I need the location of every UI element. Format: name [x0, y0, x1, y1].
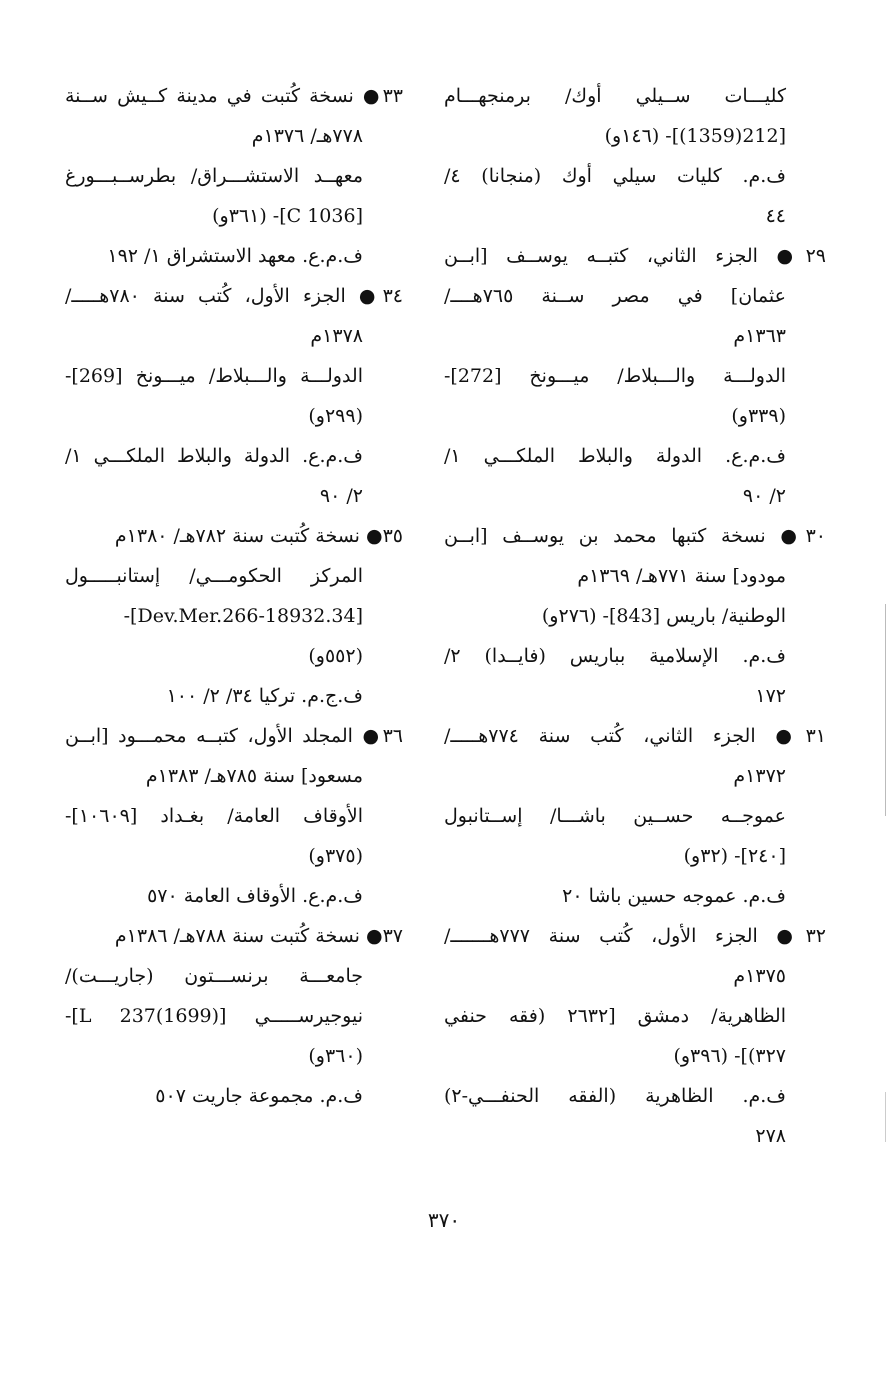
entry-text-line: ١٣٦٣م	[733, 325, 786, 347]
left-column	[65, 76, 403, 1116]
right-column	[444, 76, 826, 1156]
entry-text-line: ٢/ ٩٠	[319, 485, 363, 507]
catalog-entry	[444, 1076, 786, 1156]
catalog-entry	[444, 636, 786, 716]
catalog-entry	[444, 236, 826, 356]
catalog-entry	[65, 516, 403, 556]
entry-text-line: الأوقاف العامة/ بغـداد [١٠٦٠٩]-	[65, 805, 363, 827]
scan-edge-mark	[885, 1092, 886, 1142]
catalog-entry	[65, 436, 363, 516]
catalog-entry	[444, 716, 826, 796]
catalog-entry	[444, 916, 826, 996]
entry-heading-line: ٣٦● المجلد الأول، كتبــه محمـــود [ابــن	[65, 725, 403, 747]
entry-text-line: معهــد الاستشـــراق/ بطرســبـــورغ	[65, 165, 363, 187]
entry-text-line: [34.Dev.Mer.266-18932]-	[123, 605, 363, 627]
entry-text-line: (٢٩٩و)	[308, 405, 363, 427]
catalog-entry	[444, 996, 786, 1076]
catalog-entry	[444, 796, 786, 876]
catalog-entry	[65, 356, 363, 436]
entry-heading-line: ٣٤● الجزء الأول، كُتب سنة ٧٨٠هـــــ/	[65, 285, 403, 307]
entry-heading-line: ٢٩● الجزء الثاني، كتبــه يوســف [ابــن	[444, 245, 826, 267]
catalog-entry	[444, 356, 786, 436]
catalog-entry	[65, 876, 363, 916]
entry-text-line: ١٣٧٨م	[310, 325, 363, 347]
entry-heading-line: ٣٠● نسخة كتبها محمد بن يوســف [ابــن	[444, 525, 826, 547]
entry-text-line: ف.م.ع. معهد الاستشراق ١/ ١٩٢	[107, 245, 363, 267]
entry-text-line: [212(1359)]- (١٤٦و)	[604, 125, 786, 147]
entry-text-line: (٣٦٠و)	[308, 1045, 363, 1067]
entry-text-line: (٣٣٩و)	[731, 405, 786, 427]
entry-text-line: الوطنية/ باريس [843]- (٢٧٦و)	[541, 605, 786, 627]
catalog-entry	[65, 716, 403, 796]
entry-text-line: [٢٤٠]- (٣٢و)	[683, 845, 786, 867]
catalog-entry	[65, 276, 403, 356]
entry-text-line: ف.ج.م. تركيا ٣٤/ ٢/ ١٠٠	[166, 685, 363, 707]
entry-text-line: نيوجيرســـــي [L 237(1699)]-	[65, 1005, 363, 1027]
entry-text-line: ١٣٧٢م	[733, 765, 786, 787]
entry-text-line: المركز الحكومـــي/ إستانبـــــول	[65, 565, 363, 587]
entry-heading-line: ٣٧● نسخة كُتبت سنة ٧٨٨هـ/ ١٣٨٦م	[114, 925, 403, 947]
catalog-entry	[444, 156, 786, 236]
catalog-entry	[444, 516, 826, 596]
entry-text-line: (٥٥٢و)	[308, 645, 363, 667]
catalog-entry	[65, 76, 403, 156]
entry-text-line: مودود] سنة ٧٧١هـ/ ١٣٦٩م	[577, 565, 786, 587]
entry-heading-line: ٣١● الجزء الثاني، كُتب سنة ٧٧٤هـــــ/	[444, 725, 826, 747]
entry-text-line: ٣٢٧)]- (٣٩٦و)	[673, 1045, 786, 1067]
entry-text-line: ٤٤	[765, 205, 786, 227]
entry-heading-line: ٣٣● نسخة كُتبت في مدينة كــيش ســنة	[65, 85, 403, 107]
entry-text-line: ف.م. الإسلامية بباريس (فايــدا) ٢/	[444, 645, 786, 667]
page-number: ٣٧٠	[427, 1208, 461, 1232]
entry-text-line: جامعـــة برنســـتون (جاريـــت)/	[65, 965, 363, 987]
entry-text-line: عثمان] في مصر ســنة ٧٦٥هــــ/	[444, 285, 786, 307]
entry-text-line: الدولـــة والـــبلاط/ ميـــونخ [272]-	[444, 365, 786, 387]
catalog-entry	[65, 676, 363, 716]
catalog-entry	[65, 796, 363, 876]
entry-text-line: ٧٧٨هـ/ ١٣٧٦م	[251, 125, 363, 147]
scan-edge-mark	[885, 604, 886, 816]
catalog-entry	[65, 1076, 363, 1116]
entry-text-line: ف.م.ع. الأوقاف العامة ٥٧٠	[147, 885, 363, 907]
catalog-entry	[65, 916, 403, 956]
entry-text-line: ١٧٢	[755, 685, 786, 707]
catalog-entry	[444, 76, 786, 156]
entry-text-line: ١٣٧٥م	[733, 965, 786, 987]
catalog-entry	[65, 156, 363, 236]
entry-text-line: مسعود] سنة ٧٨٥هـ/ ١٣٨٣م	[145, 765, 363, 787]
catalog-entry	[65, 956, 363, 1076]
entry-text-line: ف.م. كليات سيلي أوك (منجانا) ٤/	[444, 165, 786, 187]
catalog-entry	[444, 436, 786, 516]
entry-text-line: ف.م. مجموعة جاريت ٥٠٧	[155, 1085, 363, 1107]
entry-text-line: كليـــات ســيلي أوك/ برمنجهـــام	[444, 85, 786, 107]
entry-heading-line: ٣٢● الجزء الأول، كُتب سنة ٧٧٧هـــــــ/	[444, 925, 826, 947]
entry-heading-line: ٣٥● نسخة كُتبت سنة ٧٨٢هـ/ ١٣٨٠م	[114, 525, 403, 547]
entry-text-line: ٢٧٨	[755, 1125, 786, 1147]
entry-text-line: ف.م.ع. الدولة والبلاط الملكـــي ١/	[444, 445, 786, 467]
entry-text-line: ف.م. الظاهرية (الفقه الحنفـــي-٢)	[444, 1085, 786, 1107]
entry-text-line: الدولـــة والـــبلاط/ ميـــونخ [269]-	[65, 365, 363, 387]
entry-text-line: ف.م.ع. الدولة والبلاط الملكـــي ١/	[65, 445, 363, 467]
catalog-entry	[444, 596, 786, 636]
catalog-entry	[444, 876, 786, 916]
entry-text-line: (٣٧٥و)	[308, 845, 363, 867]
catalog-entry	[65, 236, 363, 276]
entry-text-line: ف.م. عموجه حسين باشا ٢٠	[562, 885, 786, 907]
entry-text-line: [C 1036]- (٣٦١و)	[212, 205, 363, 227]
entry-text-line: ٢/ ٩٠	[742, 485, 786, 507]
catalog-entry	[65, 556, 363, 676]
entry-text-line: الظاهرية/ دمشق [٢٦٣٢ (فقه حنفي	[444, 1005, 786, 1027]
entry-text-line: عموجــه حســين باشـــا/ إســتانبول	[444, 805, 786, 827]
